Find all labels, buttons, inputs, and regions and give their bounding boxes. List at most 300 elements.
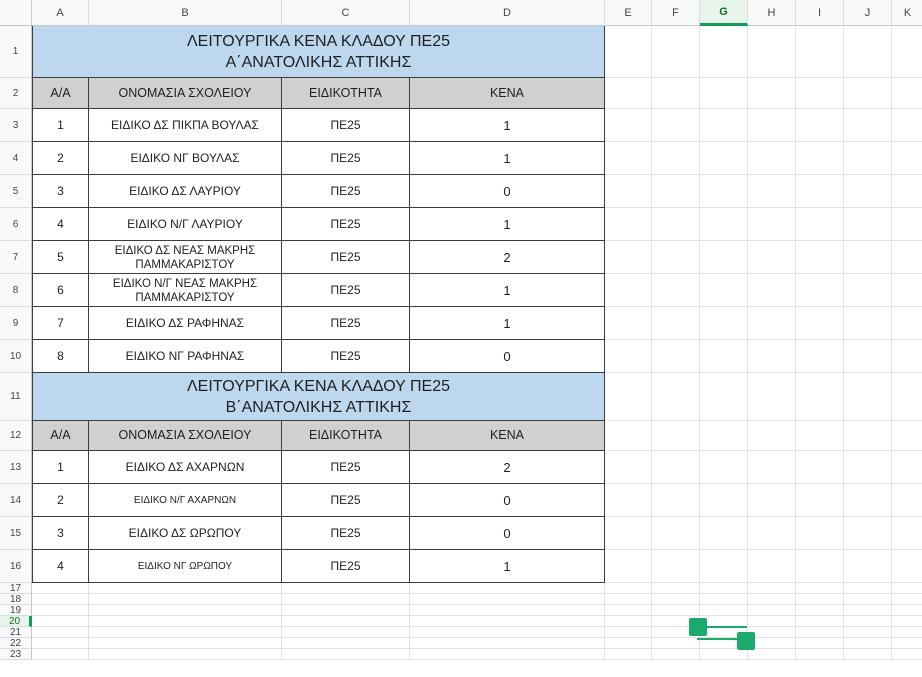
cell[interactable] <box>796 142 844 175</box>
cell[interactable] <box>892 550 922 583</box>
cell[interactable] <box>89 594 282 605</box>
cell[interactable] <box>605 649 652 660</box>
cell[interactable] <box>844 421 892 451</box>
sheet-row <box>32 638 922 649</box>
cell[interactable] <box>748 517 796 550</box>
cell[interactable] <box>700 274 748 307</box>
cell[interactable] <box>605 307 652 340</box>
cell[interactable] <box>700 142 748 175</box>
table-header-cell[interactable]: ΕΙΔΙΚΟΤΗΤΑ <box>282 421 410 451</box>
cell[interactable] <box>844 340 892 373</box>
cell[interactable] <box>796 627 844 638</box>
cell[interactable] <box>796 638 844 649</box>
cell[interactable] <box>844 109 892 142</box>
specialty-cell[interactable]: ΠΕ25 <box>282 175 410 208</box>
cell[interactable] <box>844 26 892 78</box>
cell[interactable] <box>892 583 922 594</box>
vacancies-cell[interactable]: 0 <box>410 175 605 208</box>
cell[interactable] <box>652 594 700 605</box>
cell[interactable] <box>32 583 89 594</box>
row-header-10[interactable]: 10 <box>0 340 32 373</box>
cell[interactable] <box>410 583 605 594</box>
cell[interactable] <box>748 241 796 274</box>
row-header-3[interactable]: 3 <box>0 109 32 142</box>
specialty-cell[interactable]: ΠΕ25 <box>282 340 410 373</box>
column-header-c[interactable]: C <box>282 0 410 26</box>
cell[interactable] <box>410 605 605 616</box>
cell[interactable] <box>605 421 652 451</box>
cell[interactable] <box>796 451 844 484</box>
vacancies-cell[interactable]: 1 <box>410 307 605 340</box>
school-name-cell[interactable]: ΕΙΔΙΚΟ ΝΓ ΡΑΦΗΝΑΣ <box>89 340 282 373</box>
specialty-cell[interactable]: ΠΕ25 <box>282 307 410 340</box>
cell[interactable] <box>605 26 652 78</box>
cell[interactable] <box>605 241 652 274</box>
specialty-cell[interactable]: ΠΕ25 <box>282 142 410 175</box>
cell[interactable] <box>844 583 892 594</box>
cell[interactable] <box>892 605 922 616</box>
cell[interactable] <box>796 605 844 616</box>
cell[interactable] <box>652 78 700 109</box>
cell[interactable] <box>844 638 892 649</box>
cell[interactable] <box>700 373 748 421</box>
cell[interactable] <box>652 517 700 550</box>
cell[interactable] <box>605 340 652 373</box>
cell[interactable] <box>748 451 796 484</box>
sheet-row <box>32 26 922 78</box>
cell[interactable] <box>605 616 652 627</box>
column-header-a[interactable]: A <box>32 0 89 26</box>
cell[interactable] <box>605 583 652 594</box>
cell[interactable] <box>652 274 700 307</box>
cell[interactable] <box>32 605 89 616</box>
row-header-15[interactable]: 15 <box>0 517 32 550</box>
row-header-23[interactable]: 23 <box>0 649 32 660</box>
cell[interactable] <box>652 484 700 517</box>
cell[interactable] <box>652 175 700 208</box>
cell[interactable] <box>844 605 892 616</box>
table-title[interactable] <box>32 26 605 78</box>
cell[interactable] <box>844 627 892 638</box>
cell[interactable] <box>410 616 605 627</box>
cell[interactable] <box>652 340 700 373</box>
cell[interactable] <box>282 638 410 649</box>
vacancies-cell[interactable]: 2 <box>410 241 605 274</box>
column-header-j[interactable]: J <box>844 0 892 26</box>
cell[interactable] <box>748 649 796 660</box>
cell[interactable] <box>32 649 89 660</box>
cell[interactable] <box>605 373 652 421</box>
row-header-11[interactable]: 11 <box>0 373 32 421</box>
cell[interactable] <box>605 484 652 517</box>
table-header-cell[interactable]: ΟΝΟΜΑΣΙΑ ΣΧΟΛΕΙΟΥ <box>89 78 282 109</box>
row-header-12[interactable]: 12 <box>0 421 32 451</box>
cell-grid <box>32 26 922 660</box>
sheet-row <box>32 241 922 274</box>
cell[interactable] <box>892 109 922 142</box>
cell[interactable] <box>844 484 892 517</box>
cell[interactable] <box>892 208 922 241</box>
cell[interactable] <box>89 605 282 616</box>
cell[interactable] <box>844 373 892 421</box>
cell[interactable] <box>892 307 922 340</box>
cell[interactable] <box>605 517 652 550</box>
cell[interactable] <box>652 550 700 583</box>
cell[interactable] <box>796 421 844 451</box>
sheet-row <box>32 605 922 616</box>
row-header-8[interactable]: 8 <box>0 274 32 307</box>
cell[interactable] <box>700 583 748 594</box>
cell[interactable] <box>282 605 410 616</box>
row-number-cell[interactable]: 3 <box>32 517 89 550</box>
cell[interactable] <box>700 208 748 241</box>
school-name-cell[interactable]: ΕΙΔΙΚΟ ΔΣ ΡΑΦΗΝΑΣ <box>89 307 282 340</box>
cell[interactable] <box>844 451 892 484</box>
specialty-cell[interactable]: ΠΕ25 <box>282 241 410 274</box>
school-name-cell[interactable]: ΕΙΔΙΚΟ ΔΣ ΛΑΥΡΙΟΥ <box>89 175 282 208</box>
cell[interactable] <box>700 78 748 109</box>
sheet-row <box>32 484 922 517</box>
vacancies-cell[interactable]: 1 <box>410 550 605 583</box>
vacancies-cell[interactable]: 0 <box>410 484 605 517</box>
column-header-k[interactable]: K <box>892 0 922 26</box>
cell[interactable] <box>796 484 844 517</box>
cell[interactable] <box>605 142 652 175</box>
cell[interactable] <box>748 484 796 517</box>
cell[interactable] <box>700 594 748 605</box>
cell[interactable] <box>796 26 844 78</box>
specialty-cell[interactable]: ΠΕ25 <box>282 451 410 484</box>
cell[interactable] <box>410 649 605 660</box>
specialty-cell[interactable]: ΠΕ25 <box>282 550 410 583</box>
cell[interactable] <box>748 109 796 142</box>
cell[interactable] <box>89 583 282 594</box>
cell[interactable] <box>892 175 922 208</box>
cell[interactable] <box>892 78 922 109</box>
table-header-cell[interactable]: ΚΕΝΑ <box>410 421 605 451</box>
vacancies-cell[interactable]: 1 <box>410 109 605 142</box>
cell[interactable] <box>748 616 796 627</box>
cell[interactable] <box>796 241 844 274</box>
sheet-row <box>32 649 922 660</box>
cell[interactable] <box>700 175 748 208</box>
cell[interactable] <box>748 550 796 583</box>
cell[interactable] <box>892 340 922 373</box>
sheet-row <box>32 373 922 421</box>
cell[interactable] <box>748 142 796 175</box>
row-number-cell[interactable]: 7 <box>32 307 89 340</box>
row-header-19[interactable]: 19 <box>0 605 32 616</box>
selection-end-handle[interactable] <box>737 632 755 650</box>
cell[interactable] <box>700 451 748 484</box>
cell[interactable] <box>700 307 748 340</box>
row-header-22[interactable]: 22 <box>0 638 32 649</box>
cell[interactable] <box>748 421 796 451</box>
cell[interactable] <box>605 594 652 605</box>
cell[interactable] <box>748 274 796 307</box>
cell[interactable] <box>32 594 89 605</box>
cell[interactable] <box>605 274 652 307</box>
cell[interactable] <box>748 78 796 109</box>
school-name-cell[interactable]: ΕΙΔΙΚΟ Ν/Γ ΑΧΑΡΝΩΝ <box>89 484 282 517</box>
cell[interactable] <box>844 78 892 109</box>
table-header-cell[interactable]: Α/Α <box>32 421 89 451</box>
cell[interactable] <box>892 517 922 550</box>
school-name-cell[interactable]: ΕΙΔΙΚΟ ΔΣ ΝΕΑΣ ΜΑΚΡΗΣ ΠΑΜΜΑΚΑΡΙΣΤΟΥ <box>89 241 282 274</box>
row-number-cell[interactable]: 6 <box>32 274 89 307</box>
cell[interactable] <box>796 175 844 208</box>
row-number-cell[interactable]: 5 <box>32 241 89 274</box>
cell[interactable] <box>89 649 282 660</box>
cell[interactable] <box>796 109 844 142</box>
cell[interactable] <box>652 142 700 175</box>
column-header-d[interactable]: D <box>410 0 605 26</box>
cell[interactable] <box>700 26 748 78</box>
row-number-cell[interactable]: 2 <box>32 142 89 175</box>
cell[interactable] <box>844 142 892 175</box>
cell[interactable] <box>652 208 700 241</box>
cell[interactable] <box>796 649 844 660</box>
selection-line <box>697 638 737 640</box>
table-title-line-2: Α΄ΑΝΑΤΟΛΙΚΗΣ ΑΤΤΙΚΗΣ <box>225 53 412 71</box>
cell[interactable] <box>844 208 892 241</box>
cell[interactable] <box>748 583 796 594</box>
row-number-cell[interactable]: 2 <box>32 484 89 517</box>
vacancies-cell[interactable]: 0 <box>410 517 605 550</box>
cell[interactable] <box>796 78 844 109</box>
sheet-row <box>32 274 922 307</box>
specialty-cell[interactable]: ΠΕ25 <box>282 208 410 241</box>
column-header-e[interactable]: E <box>605 0 652 26</box>
specialty-cell[interactable]: ΠΕ25 <box>282 517 410 550</box>
school-name-cell[interactable]: ΕΙΔΙΚΟ ΝΓ ΒΟΥΛΑΣ <box>89 142 282 175</box>
cell[interactable] <box>796 550 844 583</box>
school-name-cell[interactable]: ΕΙΔΙΚΟ ΝΓ ΩΡΩΠΟΥ <box>89 550 282 583</box>
cell[interactable] <box>652 421 700 451</box>
table-header-cell[interactable]: ΚΕΝΑ <box>410 78 605 109</box>
cell[interactable] <box>410 638 605 649</box>
cell[interactable] <box>892 638 922 649</box>
row-header-1[interactable]: 1 <box>0 26 32 78</box>
vacancies-cell[interactable]: 1 <box>410 142 605 175</box>
cell[interactable] <box>796 616 844 627</box>
cell[interactable] <box>89 616 282 627</box>
cell[interactable] <box>652 605 700 616</box>
row-header-2[interactable]: 2 <box>0 78 32 109</box>
cell[interactable] <box>796 307 844 340</box>
table-header-cell[interactable]: ΟΝΟΜΑΣΙΑ ΣΧΟΛΕΙΟΥ <box>89 421 282 451</box>
cell[interactable] <box>605 627 652 638</box>
row-header-6[interactable]: 6 <box>0 208 32 241</box>
cell[interactable] <box>652 109 700 142</box>
cell[interactable] <box>892 241 922 274</box>
cell[interactable] <box>844 594 892 605</box>
cell[interactable] <box>844 274 892 307</box>
cell[interactable] <box>410 627 605 638</box>
row-header-18[interactable]: 18 <box>0 594 32 605</box>
cell[interactable] <box>748 594 796 605</box>
row-number-cell[interactable]: 1 <box>32 451 89 484</box>
cell[interactable] <box>605 175 652 208</box>
cell[interactable] <box>748 638 796 649</box>
row-header-14[interactable]: 14 <box>0 484 32 517</box>
cell[interactable] <box>796 208 844 241</box>
cell[interactable] <box>652 451 700 484</box>
cell[interactable] <box>892 616 922 627</box>
cell[interactable] <box>796 583 844 594</box>
sheet-row <box>32 583 922 594</box>
cell[interactable] <box>796 373 844 421</box>
row-header-5[interactable]: 5 <box>0 175 32 208</box>
school-name-cell[interactable]: ΕΙΔΙΚΟ Ν/Γ ΝΕΑΣ ΜΑΚΡΗΣ ΠΑΜΜΑΚΑΡΙΣΤΟΥ <box>89 274 282 307</box>
sheet-row <box>32 78 922 109</box>
cell[interactable] <box>652 241 700 274</box>
row-header-16[interactable]: 16 <box>0 550 32 583</box>
cell[interactable] <box>892 26 922 78</box>
cell[interactable] <box>892 142 922 175</box>
cell[interactable] <box>892 373 922 421</box>
row-header-21[interactable]: 21 <box>0 627 32 638</box>
cell[interactable] <box>844 241 892 274</box>
column-header-f[interactable]: F <box>652 0 700 26</box>
sheet-row <box>32 307 922 340</box>
table-title[interactable] <box>32 373 605 421</box>
cell[interactable] <box>605 605 652 616</box>
cell[interactable] <box>796 274 844 307</box>
table-header-cell[interactable]: Α/Α <box>32 78 89 109</box>
cell[interactable] <box>748 208 796 241</box>
cell[interactable] <box>748 307 796 340</box>
cell[interactable] <box>652 649 700 660</box>
vacancies-cell[interactable]: 1 <box>410 208 605 241</box>
row-number-cell[interactable]: 3 <box>32 175 89 208</box>
school-name-cell[interactable]: ΕΙΔΙΚΟ ΔΣ ΑΧΑΡΝΩΝ <box>89 451 282 484</box>
school-name-cell[interactable]: ΕΙΔΙΚΟ ΔΣ ΠΙΚΠΑ ΒΟΥΛΑΣ <box>89 109 282 142</box>
cell[interactable] <box>282 627 410 638</box>
cell[interactable] <box>892 274 922 307</box>
cell[interactable] <box>32 638 89 649</box>
cell[interactable] <box>652 26 700 78</box>
specialty-cell[interactable]: ΠΕ25 <box>282 274 410 307</box>
school-name-cell[interactable]: ΕΙΔΙΚΟ ΔΣ ΩΡΩΠΟΥ <box>89 517 282 550</box>
cell[interactable] <box>796 340 844 373</box>
cell[interactable] <box>282 594 410 605</box>
selection-start-handle[interactable] <box>689 618 707 636</box>
row-header-17[interactable]: 17 <box>0 583 32 594</box>
cell[interactable] <box>700 550 748 583</box>
sheet-row <box>32 627 922 638</box>
table-header-cell[interactable]: ΕΙΔΙΚΟΤΗΤΑ <box>282 78 410 109</box>
row-header-4[interactable]: 4 <box>0 142 32 175</box>
cell[interactable] <box>605 451 652 484</box>
cell[interactable] <box>700 484 748 517</box>
cell[interactable] <box>605 109 652 142</box>
cell[interactable] <box>652 373 700 421</box>
cell[interactable] <box>605 638 652 649</box>
sheet-row <box>32 340 922 373</box>
cell[interactable] <box>89 638 282 649</box>
row-number-cell[interactable]: 4 <box>32 208 89 241</box>
cell[interactable] <box>892 594 922 605</box>
select-all-corner[interactable] <box>0 0 32 26</box>
cell[interactable] <box>748 26 796 78</box>
cell[interactable] <box>892 649 922 660</box>
cell[interactable] <box>89 627 282 638</box>
cell[interactable] <box>748 175 796 208</box>
sheet-row <box>32 517 922 550</box>
cell[interactable] <box>605 78 652 109</box>
cell[interactable] <box>796 594 844 605</box>
cell[interactable] <box>700 649 748 660</box>
vacancies-cell[interactable]: 0 <box>410 340 605 373</box>
vacancies-cell[interactable]: 2 <box>410 451 605 484</box>
column-header-g[interactable]: G <box>700 0 748 26</box>
cell[interactable] <box>700 109 748 142</box>
column-header-h[interactable]: H <box>748 0 796 26</box>
cell[interactable] <box>844 307 892 340</box>
school-name-cell[interactable]: ΕΙΔΙΚΟ Ν/Γ ΛΑΥΡΙΟΥ <box>89 208 282 241</box>
cell[interactable] <box>700 421 748 451</box>
row-header-9[interactable]: 9 <box>0 307 32 340</box>
cell[interactable] <box>652 307 700 340</box>
cell[interactable] <box>844 649 892 660</box>
cell[interactable] <box>605 208 652 241</box>
cell[interactable] <box>652 638 700 649</box>
cell[interactable] <box>748 627 796 638</box>
table-title-line-2: Β΄ΑΝΑΤΟΛΙΚΗΣ ΑΤΤΙΚΗΣ <box>225 398 412 416</box>
specialty-cell[interactable]: ΠΕ25 <box>282 484 410 517</box>
column-header-i[interactable]: I <box>796 0 844 26</box>
sheet-row <box>32 594 922 605</box>
cell[interactable] <box>410 594 605 605</box>
cell[interactable] <box>892 627 922 638</box>
cell[interactable] <box>796 517 844 550</box>
cell[interactable] <box>282 583 410 594</box>
cell[interactable] <box>32 616 89 627</box>
cell[interactable] <box>844 550 892 583</box>
cell[interactable] <box>748 605 796 616</box>
cell[interactable] <box>844 616 892 627</box>
row-number-cell[interactable]: 8 <box>32 340 89 373</box>
row-headers <box>0 26 32 660</box>
row-number-cell[interactable]: 1 <box>32 109 89 142</box>
specialty-cell[interactable]: ΠΕ25 <box>282 109 410 142</box>
column-header-b[interactable]: B <box>89 0 282 26</box>
cell[interactable] <box>605 550 652 583</box>
cell[interactable] <box>700 241 748 274</box>
cell[interactable] <box>282 649 410 660</box>
cell[interactable] <box>700 517 748 550</box>
vacancies-cell[interactable]: 1 <box>410 274 605 307</box>
row-header-7[interactable]: 7 <box>0 241 32 274</box>
cell[interactable] <box>748 340 796 373</box>
row-number-cell[interactable]: 4 <box>32 550 89 583</box>
cell[interactable] <box>282 616 410 627</box>
cell[interactable] <box>748 373 796 421</box>
cell[interactable] <box>700 605 748 616</box>
sheet-row <box>32 616 922 627</box>
cell[interactable] <box>892 451 922 484</box>
row-header-13[interactable]: 13 <box>0 451 32 484</box>
cell[interactable] <box>844 517 892 550</box>
row-header-20[interactable]: 20 <box>0 616 32 627</box>
cell[interactable] <box>844 175 892 208</box>
cell[interactable] <box>892 421 922 451</box>
cell[interactable] <box>32 627 89 638</box>
cell[interactable] <box>892 484 922 517</box>
cell[interactable] <box>700 340 748 373</box>
cell[interactable] <box>652 583 700 594</box>
